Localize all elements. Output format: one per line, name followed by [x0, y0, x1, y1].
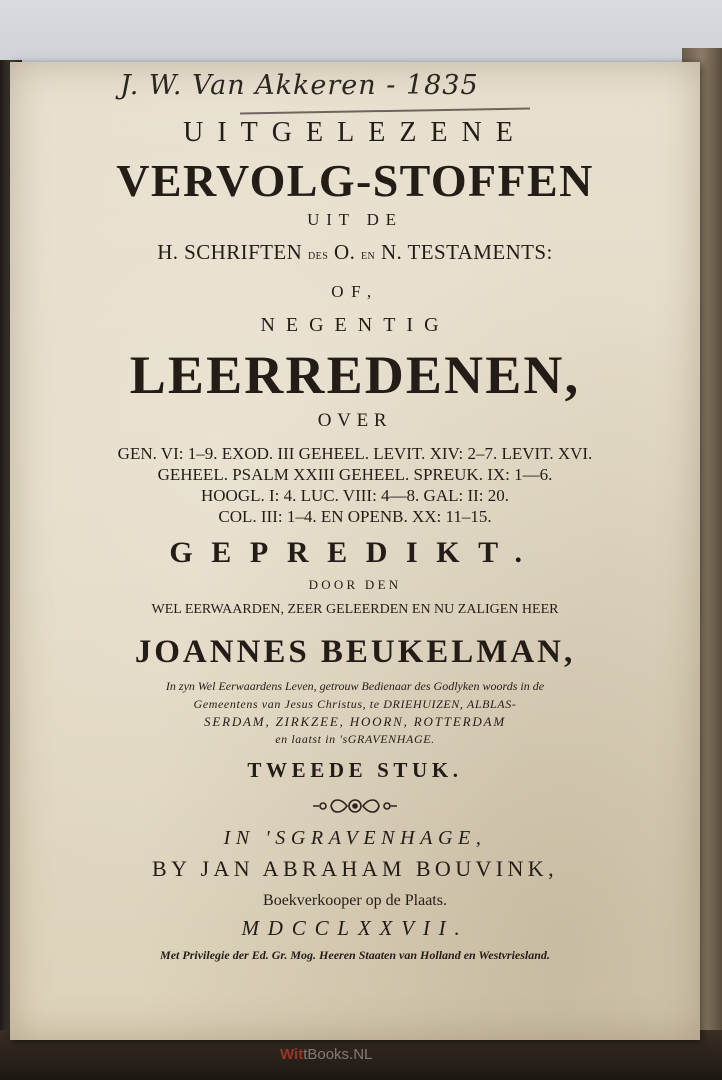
fleuron-ornament	[10, 794, 700, 823]
schriften-text: H. SCHRIFTEN	[157, 240, 303, 264]
testaments-text: N. TESTAMENTS:	[380, 240, 553, 264]
scripture-refs-line-3: HOOGL. I: 4. LUC. VIII: 4—8. GAL: II: 20.	[200, 486, 509, 505]
scripture-refs-line-4: COL. III: 1–4. EN OPENB. XX: 11–15.	[218, 507, 492, 526]
watermark-part-1: Wit	[280, 1046, 304, 1063]
watermark-part-2: tBooks.NL	[303, 1046, 373, 1063]
scripture-refs-line-2: GEHEEL. PSALM XXIII GEHEEL. SPREUK. IX: 1—6.	[157, 465, 553, 484]
scripture-refs-line-1: GEN. VI: 1–9. EXOD. III GEHEEL. LEVIT. XIV: 2–7. LEVIT. XVI.	[117, 444, 593, 463]
watermark	[280, 1046, 480, 1070]
title-line-door-den: DOOR DEN	[308, 577, 402, 592]
title-line-vervolg-stoffen: VERVOLG-STOFFEN	[116, 155, 594, 206]
author-bio-line-2: Gemeentens van Jesus Christus, te DRIEHUIZEN, ALBLAS-	[193, 697, 517, 711]
en-text: EN	[360, 251, 376, 262]
imprint-publisher-role: Boekverkooper op de Plaats.	[263, 892, 447, 909]
title-line-over: OVER	[317, 410, 393, 431]
title-line-uitgelezene: UITGELEZENE	[183, 117, 527, 148]
des-text: DES	[307, 251, 329, 262]
author-bio-line-1: In zyn Wel Eerwaardens Leven, getrouw Bedienaar des Godlyken woords in de	[165, 679, 545, 693]
o-text: O.	[334, 240, 356, 264]
imprint-year: MDCCLXXVII.	[241, 916, 469, 940]
title-line-uit-de: UIT DE	[307, 210, 403, 229]
title-page	[10, 62, 700, 1040]
imprint-place: IN 'SGRAVENHAGE,	[223, 827, 487, 849]
imprint-publisher: BY JAN ABRAHAM BOUVINK,	[152, 856, 558, 881]
part-label: TWEEDE STUK.	[247, 758, 463, 782]
fleuron-icon	[307, 794, 403, 818]
imprint-privilege: Met Privilegie der Ed. Gr. Mog. Heeren Staaten van Holland en Westvriesland.	[160, 948, 550, 962]
title-line-negentig: NEGENTIG	[260, 314, 450, 336]
handwritten-inscription: J. W. Van Akkeren - 1835	[120, 70, 479, 101]
title-line-schriften	[10, 240, 700, 265]
author-bio-line-3: SERDAM, ZIRKZEE, HOORN, ROTTERDAM	[204, 714, 506, 729]
title-line-of: OF,	[331, 282, 379, 301]
author-bio-line-4: en laatst in 'sGRAVENHAGE.	[275, 732, 435, 746]
author-name: JOANNES BEUKELMAN,	[134, 634, 576, 670]
title-line-gepredikt: GEPREDIKT.	[169, 536, 541, 569]
title-line-honorific: WEL EERWAARDEN, ZEER GELEERDEN EN NU ZALIGEN HEER	[151, 602, 559, 617]
title-line-leerredenen: LEERREDENEN,	[129, 345, 581, 405]
